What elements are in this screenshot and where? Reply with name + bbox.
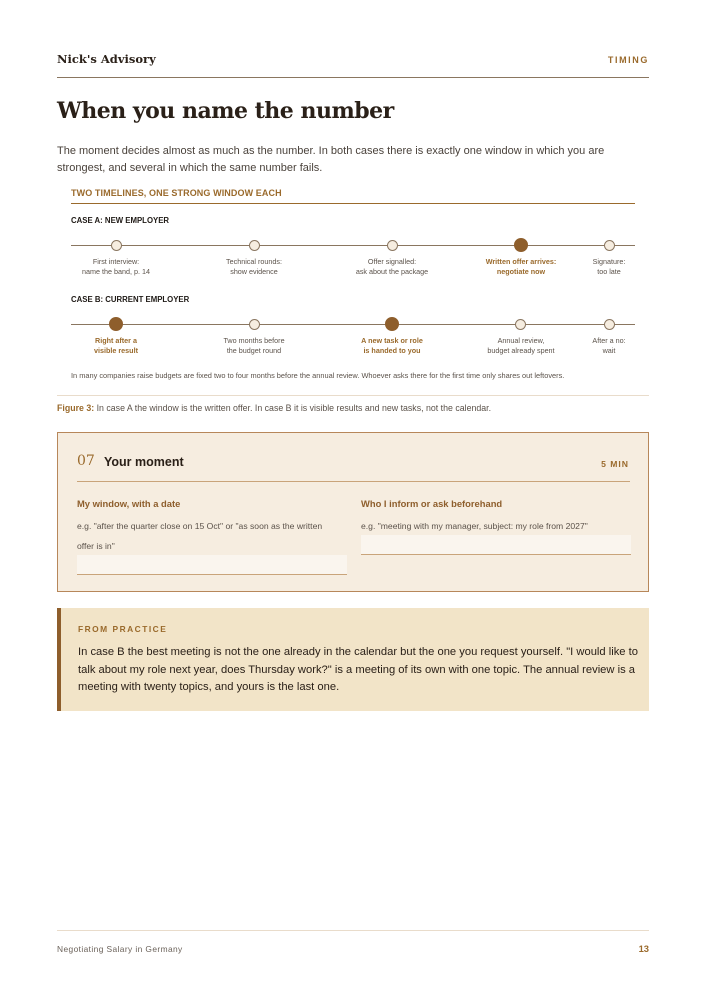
page-title: When you name the number [57,98,394,124]
figure-bottom-rule [57,395,649,396]
case-b-strong-window-label: Right after a visible result [94,336,138,355]
window-field-label: My window, with a date [77,498,181,509]
figure-title-rule [71,203,635,204]
figure-title: TWO TIMELINES, ONE STRONG WINDOW EACH [71,188,282,198]
case-a-milestone-dot [387,240,398,251]
window-field-hint: e.g. "after the quarter close on 15 Oct" or "as soon as the written offer is in" [77,521,323,551]
exercise-number: 07 [77,453,95,469]
practice-tag: FROM PRACTICE [78,624,168,634]
lead-paragraph: The moment decides almost as much as the number. In both cases there is exactly one window in which you are strongest, and several in which the same number fails. [57,145,605,174]
practice-text: In case B the best meeting is not the one already in the calendar but the one you request yourself. "I would like to talk about my role next year, does Thursday work?" is a meeting of its own with one topic. The annual review is a meeting with twenty topics, and yours is the last one. [78,646,638,693]
case-b-strong-window-label: A new task or role is handed to you [361,336,423,355]
case-b-strong-window-dot [109,317,123,331]
brand-name: Nick's Advisory [57,52,156,66]
footer-rule [57,930,649,931]
figure-caption-label: Figure 3: [57,403,95,413]
case-b-milestone-dot [604,319,615,330]
window-answer-field[interactable] [77,555,347,575]
inform-field-hint: e.g. "meeting with my manager, subject: my role from 2027" [361,521,588,531]
section-tag: TIMING [607,55,649,65]
inform-answer-field[interactable] [361,535,631,555]
exercise-title: Your moment [104,455,184,469]
case-a-timeline-line [71,245,635,246]
case-b-milestone-dot [515,319,526,330]
exercise-box [57,432,649,592]
case-a-milestone-label: Offer signalled: ask about the package [355,257,429,276]
case-a-milestone-dot [604,240,615,251]
practice-callout [57,608,649,711]
case-b-strong-window-dot [385,317,399,331]
exercise-divider [77,481,630,482]
case-a-label: CASE A: NEW EMPLOYER [71,216,170,225]
case-a-milestone-dot [249,240,260,251]
case-b-milestone-label: Annual review, budget already spent [487,336,555,355]
figure-caption [57,403,491,413]
case-b-milestone-label: After a no: wait [592,336,626,355]
case-a-strong-window-dot [514,238,528,252]
figure-note: In many companies raise budgets are fixed two to four months before the annual review. Whoever asks there for the first time only shares out leftovers. [71,371,565,380]
case-b-timeline-line [71,324,635,325]
footer-book-title: Negotiating Salary in Germany [57,944,183,954]
page-number: 13 [638,943,649,954]
case-a-milestone-label: Signature: too late [592,257,626,276]
case-a-strong-window-label: Written offer arrives: negotiate now [485,257,557,276]
page-header [57,51,649,78]
case-b-milestone-dot [249,319,260,330]
exercise-duration: 5 MIN [601,459,629,469]
case-a-milestone-label: Technical rounds: show evidence [226,257,282,276]
figure-caption-text: In case A the window is the written offer. In case B it is visible results and new tasks, not the calendar. [94,403,492,413]
case-b-label: CASE B: CURRENT EMPLOYER [71,295,190,304]
case-b-milestone-label: Two months before the budget round [223,336,285,355]
case-a-milestone-label: First interview: name the band, p. 14 [82,257,150,276]
case-a-milestone-dot [111,240,122,251]
inform-field-label: Who I inform or ask beforehand [361,498,503,509]
